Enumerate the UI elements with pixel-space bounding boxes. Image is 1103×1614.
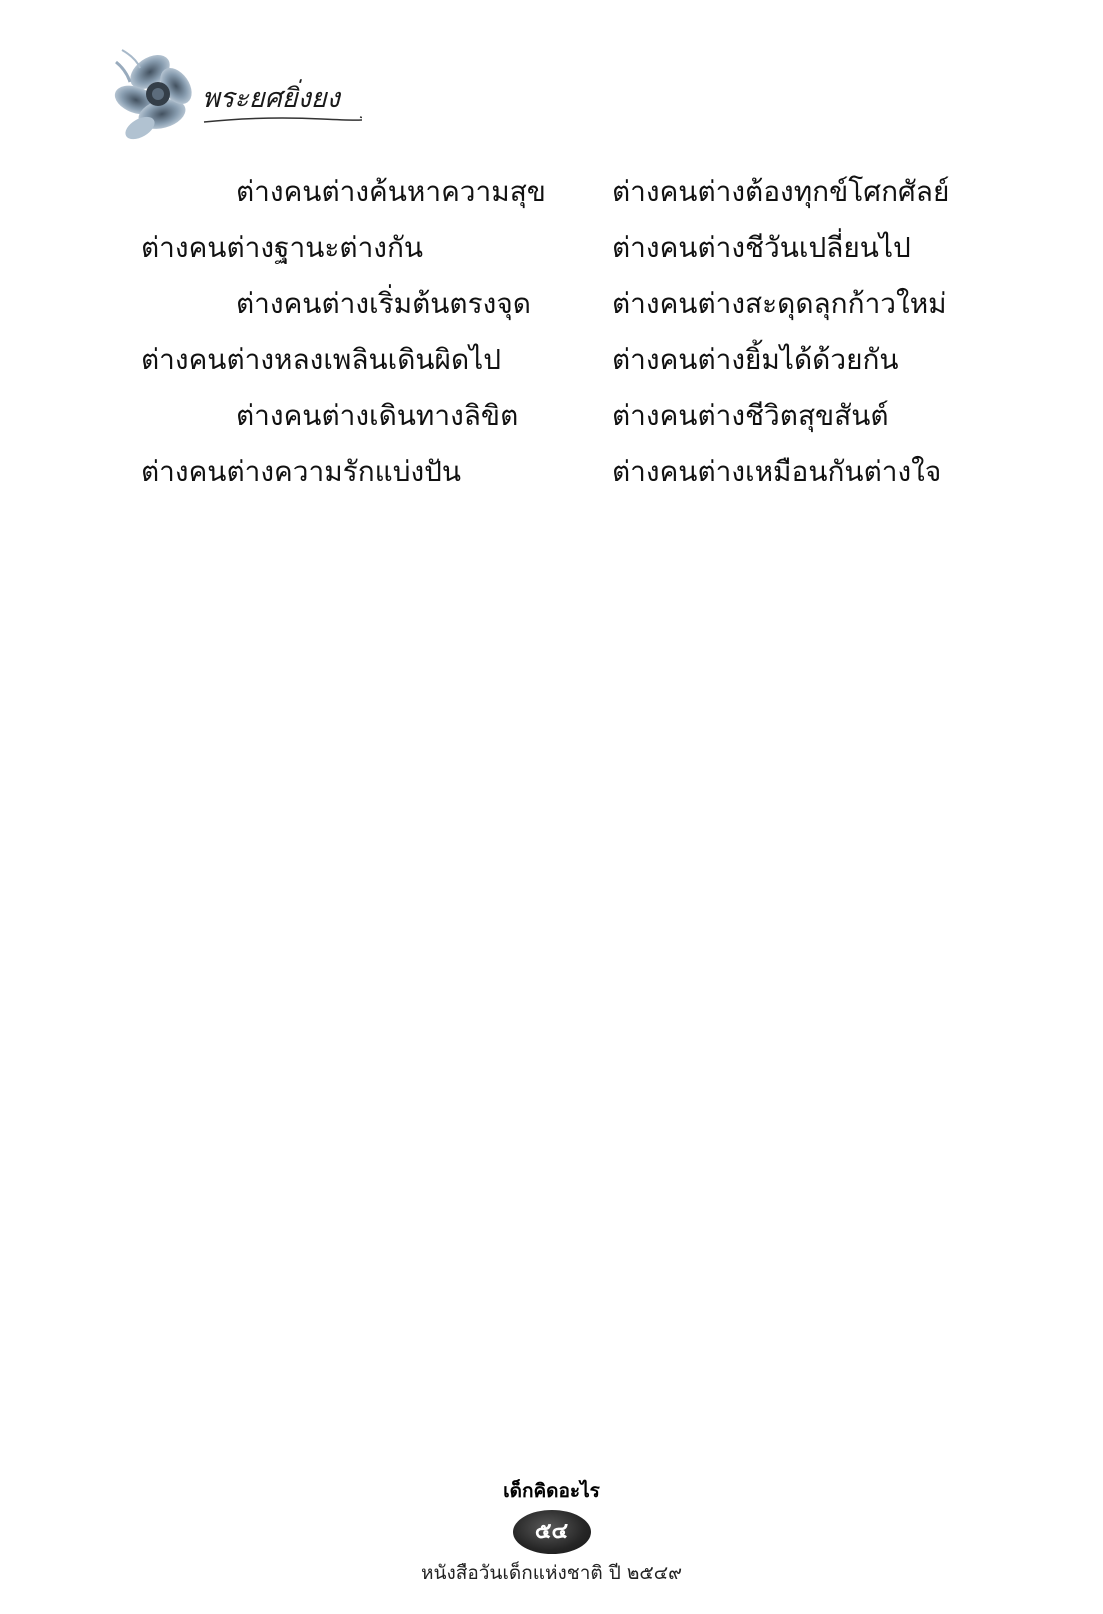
- poem-line-second: ต่างคนต่างชีวันเปลี่ยนไป: [612, 231, 911, 264]
- poem-line-first: ต่างคนต่างเดินทางลิขิต: [236, 399, 519, 432]
- poem-line-first: ต่างคนต่างเริ่มต้นตรงจุด: [236, 287, 531, 320]
- poem-line-second: ต่างคนต่างต้องทุกข์โศกศัลย์: [612, 175, 950, 208]
- footer-subtitle: หนังสือวันเด็กแห่งชาติ ปี ๒๕๔๙: [420, 1562, 683, 1584]
- footer-title: เด็กคิดอะไร: [503, 1480, 600, 1502]
- poem-couplet: [0, 452, 1103, 508]
- poem-line-second: ต่างคนต่างยิ้มได้ด้วยกัน: [612, 343, 899, 376]
- poem-couplet: [0, 284, 1103, 340]
- poem-line-first: ต่างคนต่างค้นหาความสุข: [236, 175, 546, 208]
- poem-line-first: ต่างคนต่างฐานะต่างกัน: [141, 231, 424, 264]
- poem-line-second: ต่างคนต่างชีวิตสุขสันต์: [612, 399, 889, 432]
- poem: [0, 172, 1103, 508]
- poem-line-second: ต่างคนต่างสะดุดลุกก้าวใหม่: [612, 287, 947, 320]
- logo-underline: [202, 114, 362, 126]
- page-number-badge: ๕๔: [513, 1510, 591, 1554]
- header-logo-text: พระยศยิ่งยง: [202, 83, 340, 114]
- poem-couplet: [0, 340, 1103, 396]
- poem-line-second: ต่างคนต่างเหมือนกันต่างใจ: [612, 455, 942, 488]
- poem-line-first: ต่างคนต่างหลงเพลินเดินผิดไป: [141, 343, 501, 376]
- poem-couplet: [0, 172, 1103, 228]
- flower-icon: [110, 42, 210, 146]
- footer: [0, 1478, 1103, 1586]
- header-logo: [110, 42, 370, 146]
- poem-line-first: ต่างคนต่างความรักแบ่งปัน: [141, 455, 462, 488]
- poem-couplet: [0, 396, 1103, 452]
- poem-couplet: [0, 228, 1103, 284]
